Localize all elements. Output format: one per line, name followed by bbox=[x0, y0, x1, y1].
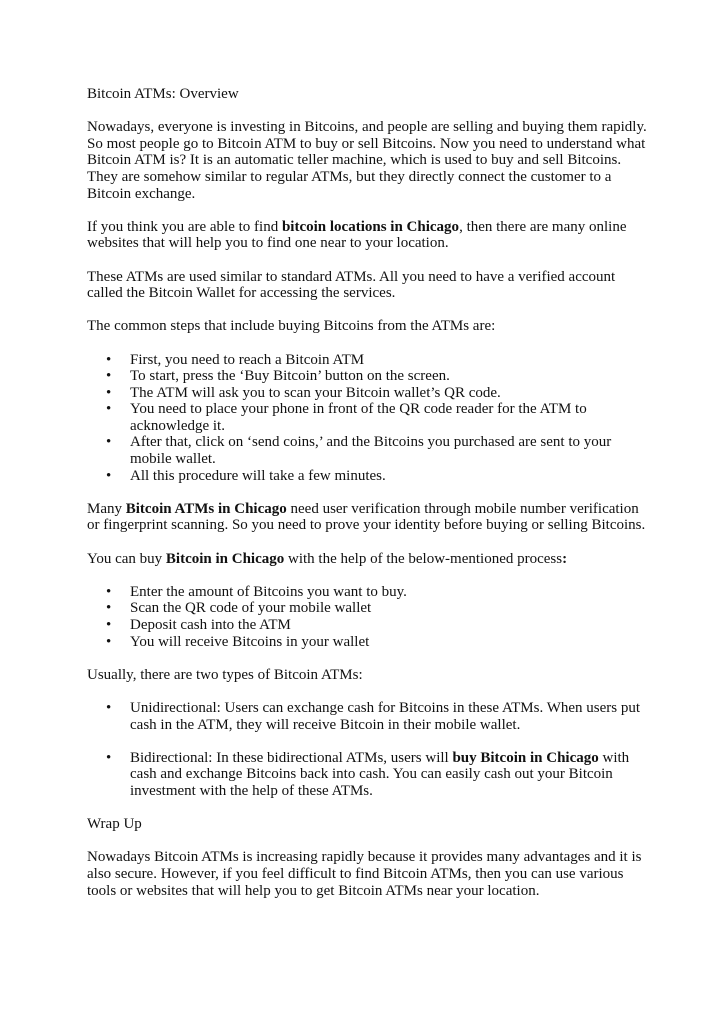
process-list bbox=[87, 584, 647, 650]
find-locations-paragraph bbox=[87, 219, 647, 252]
list-item: • After that, click on ‘send coins,’ and the Bitcoins you purchased are sent to your mobile wallet. bbox=[130, 434, 647, 467]
list-item-bidirectional bbox=[130, 750, 647, 800]
find-text-after: , then there are many online websites that will help you to find one near to your location. bbox=[87, 218, 627, 252]
bitcoin-in-chicago-text: Bitcoin in Chicago bbox=[165, 550, 285, 567]
wrap-up-heading: Wrap Up bbox=[87, 816, 142, 833]
find-text-before: If you think you are able to find bbox=[87, 218, 282, 235]
verify-text-after: need user verification through mobile number verification or fingerprint scanning. So you need to prove your identity before buying or selling Bitcoins. bbox=[87, 500, 646, 534]
list-item: • The ATM will ask you to scan your Bitcoin wallet’s QR code. bbox=[130, 385, 647, 402]
list-item: • Deposit cash into the ATM bbox=[130, 617, 647, 634]
intro-paragraph: Nowadays, everyone is investing in Bitcoins, and people are selling and buying them rapidly. So most people go to Bitcoin ATM to buy or sell Bitcoins. Now you need to understand what Bitcoin ATM is? It is an automatic teller machine, which is used to buy and sell Bitcoins. They are somehow similar to regular ATMs, but they directly connect the customer to a Bitcoin exchange. bbox=[87, 119, 647, 202]
list-item-unidirectional: • Unidirectional: Users can exchange cash for Bitcoins in these ATMs. When users put cash in the ATM, they will receive Bitcoin in their mobile wallet. bbox=[130, 700, 647, 733]
verification-paragraph bbox=[87, 501, 647, 534]
steps-intro: The common steps that include buying Bitcoins from the ATMs are: bbox=[87, 318, 496, 335]
bi-text-before: Bidirectional: In these bidirectional ATMs, users will bbox=[130, 749, 453, 766]
list-item: • Scan the QR code of your mobile wallet bbox=[130, 600, 647, 617]
wrap-up-paragraph: Nowadays Bitcoin ATMs is increasing rapidly because it provides many advantages and it is also secure. However, if you feel difficult to find Bitcoin ATMs, then you can use various tools or websites that will help you to get Bitcoin ATMs near your location. bbox=[87, 849, 642, 899]
list-item: • All this procedure will take a few minutes. bbox=[130, 468, 647, 485]
bitcoin-locations-link-text: bitcoin locations in Chicago bbox=[281, 218, 460, 235]
standard-atm-paragraph: These ATMs are used similar to standard ATMs. All you need to have a verified account called the Bitcoin Wallet for accessing the services. bbox=[87, 268, 616, 302]
atm-types-list bbox=[87, 700, 647, 800]
list-item: • You will receive Bitcoins in your wallet bbox=[130, 634, 647, 651]
bitcoin-atms-chicago-text: Bitcoin ATMs in Chicago bbox=[125, 500, 287, 517]
buy-bitcoin-chicago-text: buy Bitcoin in Chicago bbox=[452, 749, 599, 766]
document-title: Bitcoin ATMs: Overview bbox=[87, 86, 239, 102]
steps-list bbox=[87, 352, 647, 485]
list-item: • To start, press the ‘Buy Bitcoin’ button on the screen. bbox=[130, 368, 647, 385]
bi-text-after: with cash and exchange Bitcoins back into cash. You can easily cash out your Bitcoin investment with the help of these ATMs. bbox=[130, 749, 630, 799]
list-item: • Enter the amount of Bitcoins you want to buy. bbox=[130, 584, 647, 601]
buy-text-colon: : bbox=[562, 550, 568, 567]
types-intro: Usually, there are two types of Bitcoin ATMs: bbox=[87, 666, 363, 683]
buy-text-before: You can buy bbox=[87, 550, 166, 567]
buy-text-after: with the help of the below-mentioned process bbox=[284, 550, 563, 567]
verify-text-before: Many bbox=[87, 500, 126, 517]
document-page bbox=[87, 86, 647, 916]
list-item: • You need to place your phone in front of the QR code reader for the ATM to acknowledge it. bbox=[130, 401, 647, 434]
list-item: • First, you need to reach a Bitcoin ATM bbox=[130, 352, 647, 369]
buy-process-paragraph bbox=[87, 551, 647, 568]
